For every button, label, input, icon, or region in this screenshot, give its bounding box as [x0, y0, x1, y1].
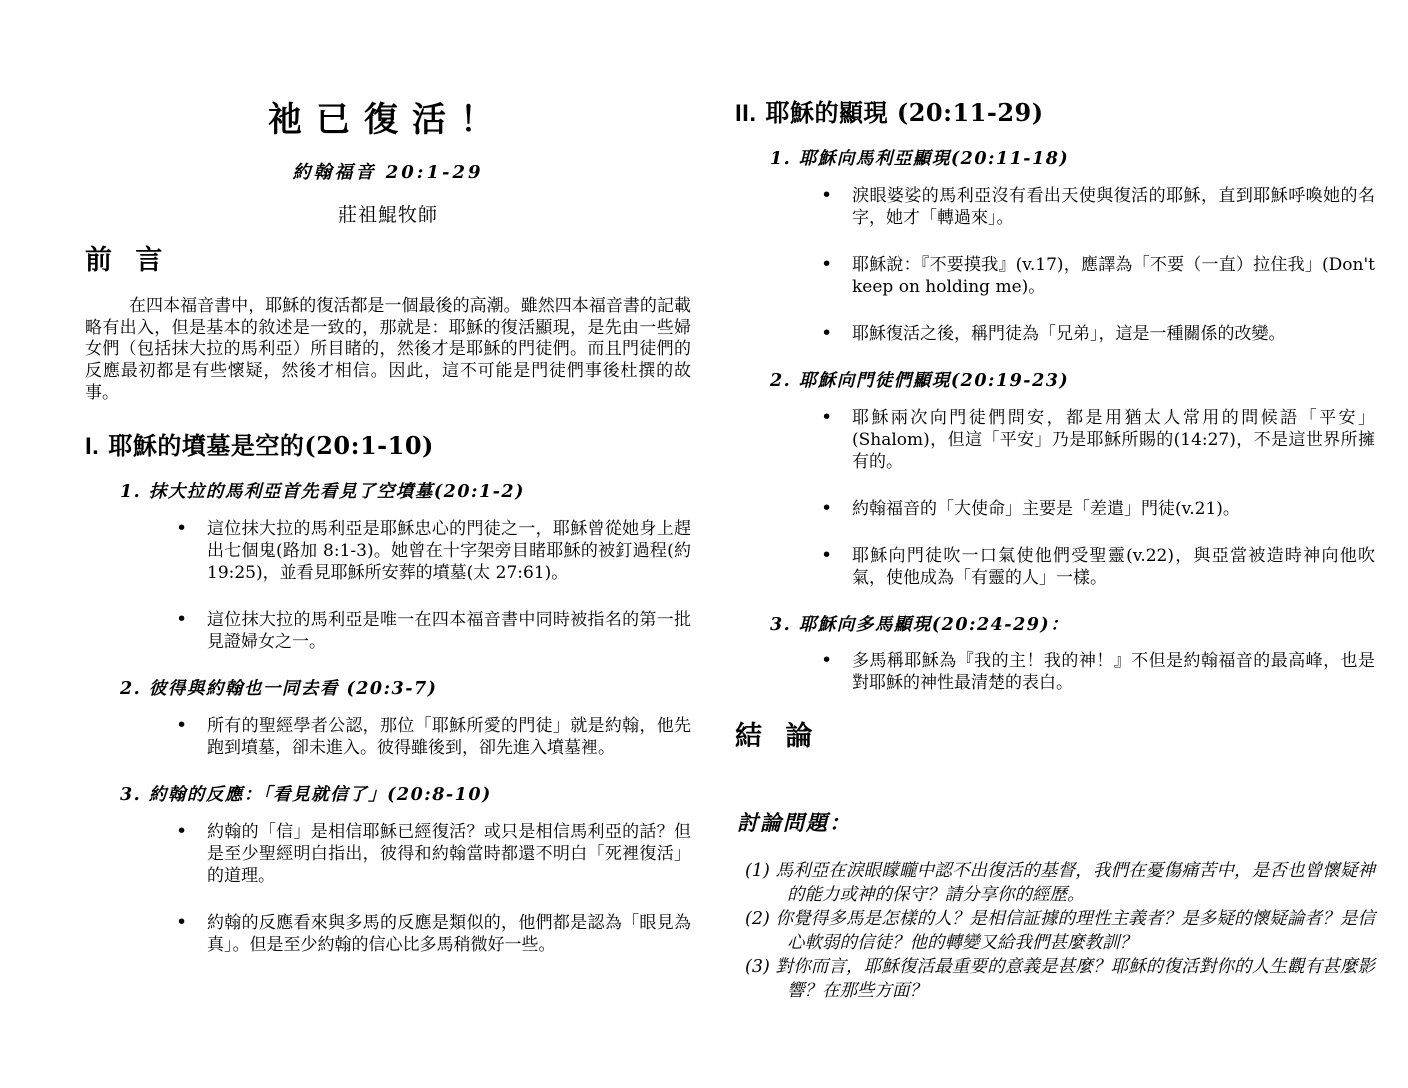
- bullet-item: • 約翰福音的「大使命」主要是「差遣」門徒(v.21)。: [815, 498, 1375, 520]
- right-column: [735, 0, 1375, 1003]
- bullet-item: • 這位抹大拉的馬利亞是耶穌忠心的門徒之一，耶穌曾從她身上趕出七個鬼(路加 8:1-3)。她曾在十字架旁目睹耶穌的被釘過程(約 19:25)，並看見耶穌所安葬的墳墓(太 27:61)。: [170, 518, 691, 584]
- bullet-item: • 耶穌兩次向門徒們問安，都是用猶太人常用的問候語「平安」(Shalom)，但這「平安」乃是耶穌所賜的(14:27)，不是這世界所擁有的。: [815, 407, 1375, 473]
- section-2-point-1-bullets: [815, 185, 1375, 345]
- section-1-heading: [85, 430, 691, 462]
- section-1-point-2-label: 2. 彼得與約翰也一同去看 (20:3-7): [120, 679, 438, 700]
- section-2-numeral: II.: [735, 100, 757, 127]
- doc-title: 祂已復活！: [268, 100, 508, 140]
- section-2-point-3-label: 3. 耶穌向多馬顯現(20:24-29)：: [770, 614, 1070, 635]
- section-1-point-3-bullets: [170, 821, 691, 956]
- section-2-title: 耶穌的顯現 (20:11-29): [765, 98, 1044, 127]
- bullet-item: • 多馬稱耶穌為『我的主！我的神！』不但是約翰福音的最高峰，也是對耶穌的神性最清楚的表白。: [815, 650, 1375, 694]
- doc-author: 莊祖鯤牧師: [337, 204, 438, 227]
- section-2-point-2-label: 2. 耶穌向門徒們顯現(20:19-23): [770, 370, 1070, 391]
- question-item: (3) 對你而言，耶穌復活最重要的意義是甚麼？耶穌的復活對你的人生觀有甚麼影響？在那些方面？: [745, 956, 1375, 1001]
- section-2-point-3-bullets: [815, 650, 1375, 694]
- section-1-title: 耶穌的墳墓是空的(20:1-10): [108, 431, 434, 461]
- discussion-heading: 討論問題：: [737, 809, 852, 835]
- bullet-item: • 約翰的「信」是相信耶穌已經復活？或只是相信馬利亞的話？但是至少聖經明白指出，彼得和約翰當時都還不明白「死裡復活」的道理。: [170, 821, 691, 887]
- bullet-item: • 淚眼婆娑的馬利亞沒有看出天使與復活的耶穌，直到耶穌呼喚她的名字，她才「轉過來」。: [815, 185, 1375, 229]
- section-2-point-1-label: 1. 耶穌向馬利亞顯現(20:11-18): [770, 149, 1070, 170]
- question-item: (1) 馬利亞在淚眼矇矓中認不出復活的基督，我們在憂傷痛苦中，是否也曾懷疑神的能力或神的保守？請分享你的經歷。: [745, 860, 1375, 905]
- section-1-point-1-label: 1. 抹大拉的馬利亞首先看見了空墳墓(20:1-2): [120, 482, 525, 503]
- bullet-item: • 所有的聖經學者公認，那位「耶穌所愛的門徒」就是約翰，他先跑到墳墓，卻未進入。彼得雖後到，卻先進入墳墓裡。: [170, 715, 691, 759]
- bullet-item: • 耶穌復活之後，稱門徒為「兄弟」，這是一種關係的改變。: [815, 323, 1375, 345]
- discussion-questions: [745, 859, 1375, 1003]
- section-2-heading: [735, 97, 1375, 129]
- section-1-point-3-label: 3. 約翰的反應：「看見就信了」(20:8-10): [120, 784, 492, 805]
- bullet-item: • 耶穌說：『不要摸我』(v.17)，應譯為「不要（一直）拉住我」(Don't keep on holding me)。: [815, 254, 1375, 298]
- bullet-item: • 約翰的反應看來與多馬的反應是類似的，他們都是認為「眼見為真」。但是至少約翰的信心比多馬稍微好一些。: [170, 912, 691, 956]
- bullet-item: • 耶穌向門徒吹一口氣使他們受聖靈(v.22)，與亞當被造時神向他吹氣，使他成為「有靈的人」一樣。: [815, 545, 1375, 589]
- section-1-numeral: I.: [85, 433, 100, 461]
- preface-heading: 前 言: [85, 245, 170, 277]
- section-1-point-2-bullets: [170, 715, 691, 759]
- question-item: (2) 你覺得多馬是怎樣的人？是相信証據的理性主義者？是多疑的懷疑論者？是信心軟弱的信徒？他的轉變又給我們甚麼教訓？: [745, 908, 1375, 953]
- preface-paragraph: 在四本福音書中，耶穌的復活都是一個最後的高潮。雖然四本福音書的記載略有出入，但是基本的敘述是一致的，那就是：耶穌的復活顯現，是先由一些婦女們（包括抹大拉的馬利亞）所目睹的，然後才是耶穌的門徒們。而且門徒們的反應最初都是有些懷疑，然後才相信。因此，這不可能是門徒們事後杜撰的故事。: [85, 296, 691, 403]
- left-column: [85, 0, 691, 981]
- bullet-item: • 這位抹大拉的馬利亞是唯一在四本福音書中同時被指名的第一批見證婦女之一。: [170, 609, 691, 653]
- doc-subtitle: 約翰福音 20:1-29: [292, 162, 484, 184]
- conclusion-heading: 結 論: [735, 721, 820, 753]
- section-1-point-1-bullets: [170, 518, 691, 653]
- section-2-point-2-bullets: [815, 407, 1375, 589]
